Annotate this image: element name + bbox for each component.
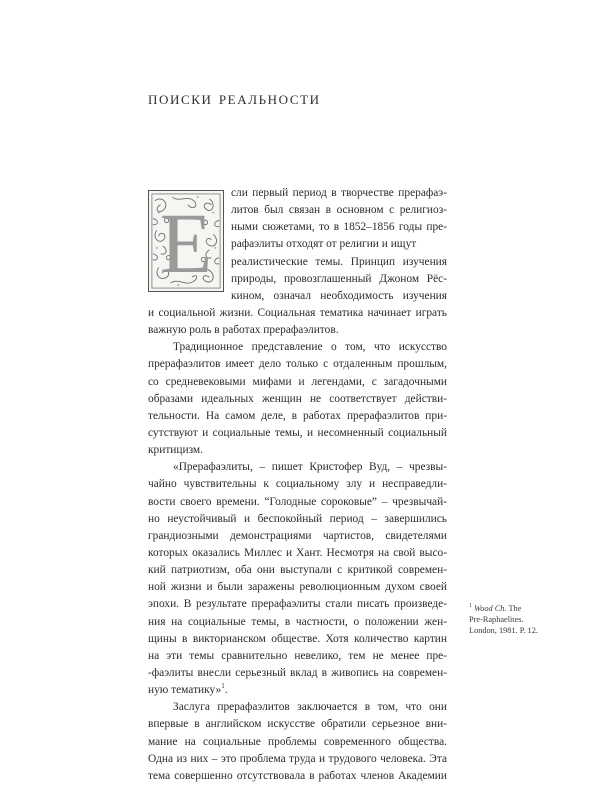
ref-tail: . [224,684,228,697]
footnote-imprint: London, 1981. P. 12. [469,626,538,636]
text-line: критицизм. [148,444,203,457]
text-line: впервые в английском искусстве обратили серьезное вни- [148,718,447,731]
text-line: литов был связан в основном с религиоз- [231,204,447,217]
text-line: со средневековыми мифами и легендами, с загадочными [148,375,447,388]
text-line-content: ную тематику» [148,684,222,697]
text-line: рафаэлиты отходят от религии и ищут [231,238,417,251]
text-line: эпохи. В результате прерафаэлиты стали писать произведе- [148,598,447,611]
text-line: Заслуга прерафаэлитов заключается в том, что они [173,701,447,714]
text-line: чайно чувствительны к социальному злу и несправедли- [148,478,447,491]
footnote-line-1 [469,601,579,614]
text-line: ными сюжетами, то в 1852–1856 годы пре- [231,221,447,234]
footnote-ref-mark[interactable]: 1 [221,682,225,691]
text-line: -фаэлиты внесли серьезный вклад в живопись на современ- [148,666,447,679]
text-line: ной жизни и были заражены революционным духом своей [148,581,447,594]
text-line: Традиционное представление о том, что искусство [173,341,447,354]
footnote-title-part1: The [508,603,522,613]
chapter-title [148,88,321,110]
text-line: кий патриотизм, оба они выступали с критикой современ- [148,564,447,577]
text-line: природы, провозглашенный Джоном Рёс- [231,272,447,285]
text-line: «Прерафаэлиты, – пишет Кристофер Вуд, – чрезвы- [173,461,447,474]
footnote-title-part2: Pre-Raphaelites. [469,614,524,624]
footnote [469,601,579,636]
footnote-mark: 1 [469,603,472,609]
text-line-with-footnote-ref [148,682,447,699]
text-line: сли первый период в творчестве прерафаэ- [231,187,447,199]
text-line: тельности. На самом деле, в работах прерафаэлитов при- [148,409,447,422]
text-line: ния на социальные темы, в частности, о положении жен- [148,615,447,628]
text-line: сутствуют и социальные темы, и несомненный социальный [148,426,447,439]
chapter-title-text: поиски реальности [148,88,321,109]
text-line: на эти темы сравнительно невелико, тем не менее пре- [148,649,447,662]
drop-cap-letter: Е [159,195,213,291]
footnote-author: Wood Ch. [474,603,507,613]
main-text [148,185,447,785]
text-line: которых оказались Миллес и Хант. Несмотря на свой высо- [148,546,447,559]
text-line: вости своего времени. “Голодные сороковые” – чрезвычай- [148,495,447,508]
text-line: образами идеальных женщин не соответствует действи- [148,392,447,405]
text-line: кином, означал необходимость изучения [231,289,447,302]
text-line: важную роль в работах прерафаэлитов. [148,324,339,337]
text-line: мание на социальные проблемы современного общества. [148,735,447,748]
text-line: и социальной жизни. Социальная тематика начинает играть [148,306,447,319]
text-line: щины в викторианском обществе. Хотя количество картин [148,632,447,645]
text-line: реалистические темы. Принцип изучения [231,255,447,268]
text-line: прерафаэлитов имеет дело только с отдаленным прошлым, [148,358,447,371]
text-line: тема совершенно отсутствовала в работах членов Академии [148,769,447,782]
text-line: грандиозными демонстрациями чартистов, свидетелями [148,529,447,542]
text-line: Одна из них – это проблема труда и трудового человека. Эта [148,752,447,765]
text-line: но неустойчивый и беспокойный период – завершились [148,512,447,525]
